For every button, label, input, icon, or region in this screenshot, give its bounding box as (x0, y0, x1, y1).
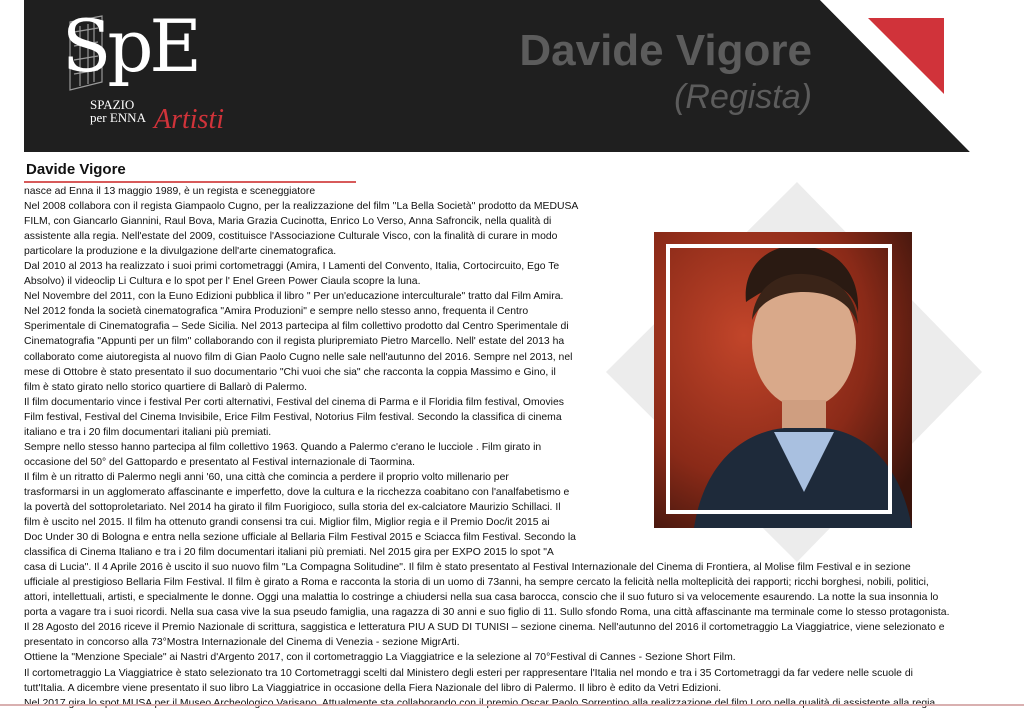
header-artist-role: (Regista) (674, 78, 812, 116)
bio-line: Cinematografia "Appunti per un film" collaborando con il regista pluripremiato Pietro Marcello. Nell' estate del 2013 ha (24, 336, 565, 348)
bio-line: porta a vagare tra i suoi ricordi. Nella sua casa vive la sua pseudo famiglia, una ragazza di 30 anni e suo figlio di 11. Sullo sfondo Roma, una città affascinante ma terminale come lo stesso protagonista. (24, 607, 950, 619)
bio-line: casa di Lucia". Il 4 Aprile 2016 è uscito il suo nuovo film "La Compagna Solitudine". Il film è stato presentato al Festival Internazionale del Cinema di Frontiera, al Molise film Festival e in sezione (24, 562, 911, 574)
bio-line: Il 28 Agosto del 2016 riceve il Premio Nazionale di scrittura, saggistica e letteratura PIU A SUD DI TUNISI – sezione cinema. Nell'autunno del 2016 il cortometraggio La Viaggiatrice, viene selezionato e (24, 622, 945, 634)
logo-spazio-line: SPAZIO (90, 97, 135, 112)
bio-line: ufficiale al prestigioso Bellaria Film Festival. Il film è girato a Roma e racconta la storia di un uomo di 73anni, ha sempre cercato la felicità nella molteplicità dei rapporti; ricchi borghesi, nobili, politici, (24, 577, 929, 589)
bio-line: nasce ad Enna il 13 maggio 1989, è un regista e sceneggiatore (24, 186, 316, 197)
bio-line: trasformarsi in un agglomerato affascinante e imperfetto, dove la cultura e la ricchezza coabitano con l'analfabetismo e (24, 486, 570, 498)
logo-per-enna-line: per ENNA (90, 110, 146, 125)
bio-line: Nel 2008 collabora con il regista Giampaolo Cugno, per la realizzazione del film ''La Bella Società'' prodotto da MEDUSA (24, 201, 579, 213)
bio-line: Ottiene la "Menzione Speciale" ai Nastri d'Argento 2017, con il cortometraggio La Viaggiatrice e la selezione al 70°Festival di Cannes - Sezione Short Film. (24, 652, 736, 664)
bio-line: tutt'Italia. A dicembre viene presentato il suo libro La Viaggiatrice in occasione della Fiera Nazionale del libro di Palermo. Il libro è edito da Vetri Edizioni. (24, 682, 722, 694)
bio-line: Film festival, Festival del Cinema Invisibile, Erice Film Festival, Notorius Film festival. Secondo la classifica di cinema (24, 411, 562, 423)
section-title: Davide Vigore (26, 161, 126, 178)
bio-line: assistente alla regia. Nell'estate del 2009, costituisce l'Associazione Culturale Visco, con la finalità di curare in modo (24, 231, 558, 243)
photo-white-frame (666, 244, 892, 514)
section-title-underline (24, 181, 356, 183)
header-artist-name: Davide Vigore (519, 26, 812, 75)
bio-line: la povertà del sottoproletariato. Nel 2014 ha girato il film Fuorigioco, sulla storia del ex-calciatore Maurizio Schillaci. Il (24, 501, 561, 513)
bio-line: Il cortometraggio La Viaggiatrice è stato selezionato tra 10 Cortometraggi scelti dal Ministero degli esteri per rappresentare l'Italia nel mondo e tra i 35 Cortometraggi da far vedere nelle scuole di (24, 667, 913, 679)
bio-line: Sempre nello stesso hanno partecipa al film collettivo 1963. Quando a Palermo c'erano le lucciole . Film girato in (24, 441, 542, 453)
bio-line: film è stato girato nello storico quartiere di Ballarò di Palermo. (24, 381, 307, 393)
bio-line: collaborato come aiutoregista al nuovo film di Gian Paolo Cugno nelle sale nell'autunno del 2016. Sempre nel 2013, nel (24, 351, 573, 363)
bio-line: Absolvo) il videoclip Li Cultura e lo spot per l' Enel Green Power Ciaula scopre la luna. (24, 276, 421, 288)
bio-line: Sperimentale di Cinematografia – Sede Sicilia. Nel 2013 partecipa al film collettivo prodotto dal Centro Sperimentale di (24, 321, 569, 333)
bio-line: Il film documentario vince i festival Per corti alternativi, Festival del cinema di Parma e il Floridia film festival, Omovies (24, 396, 564, 408)
bio-line: Doc Under 30 di Bologna e entra nella sezione ufficiale al Bellaria Film Festival 2015 e Sciacca film Festival. Secondo la (24, 532, 576, 544)
bio-line: attori, intellettuali, artisti, e specialmente le donne. Oggi una malattia lo costringe a chiudersi nella sua casa barocca, conscio che il suo futuro si va velocemente esaurendo. La notte la sua insonnia lo (24, 592, 939, 604)
bio-line: occasione del 50° del Gattopardo e presentato al Festival internazionale di Taormina. (24, 456, 415, 468)
bio-line: film è uscito nel 2015. Il film ha ottenuto grandi consensi tra cui. Miglior film, Miglior regia e il Premio Doc/it 2015 ai (24, 517, 550, 529)
bio-line: classifica di Cinema Italiano e tra i 20 film documentari italiani più premiati. Nel 2015 gira per EXPO 2015 lo spot "A (24, 547, 554, 559)
bio-line: mese di Ottobre è stato presentato il suo documentario "Chi vuoi che sia" che racconta la coppia Massimo e Gino, il (24, 366, 556, 378)
logo-main-text: SpE (62, 4, 198, 88)
bio-line: presentato in concorso alla 73°Mostra Internazionale del Cinema di Venezia - sezione MigrArti. (24, 637, 460, 649)
bio-line: Il film è un ritratto di Palermo negli anni '60, una città che comincia a perdere il proprio volto millenario per (24, 471, 509, 483)
logo-artisti-text: Artisti (154, 104, 225, 135)
bio-line: particolare la produzione e la divulgazione dell'arte cinematografica. (24, 246, 337, 258)
bio-line: Nel Novembre del 2011, con la Euno Edizioni pubblica il libro " Per un'educazione interculturale" tratto dal Film Amira. (24, 291, 564, 303)
bottom-divider (0, 704, 1024, 706)
bio-line: italiano e tra i 20 film documentari italiani più premiati. (24, 426, 272, 438)
bio-line: Dal 2010 al 2013 ha realizzato i suoi primi cortometraggi (Amira, I Lamenti del Convento, Italia, Cortocircuito, Ego Te (24, 261, 560, 273)
bio-line: FILM, con Giancarlo Giannini, Raul Bova, Maria Grazia Cucinotta, Enrico Lo Verso, Anna Safroncik, nella qualità di (24, 216, 552, 228)
bio-line: Nel 2012 fonda la società cinematografica "Amira Produzioni" e sempre nello stesso anno, frequenta il Centro (24, 306, 529, 318)
